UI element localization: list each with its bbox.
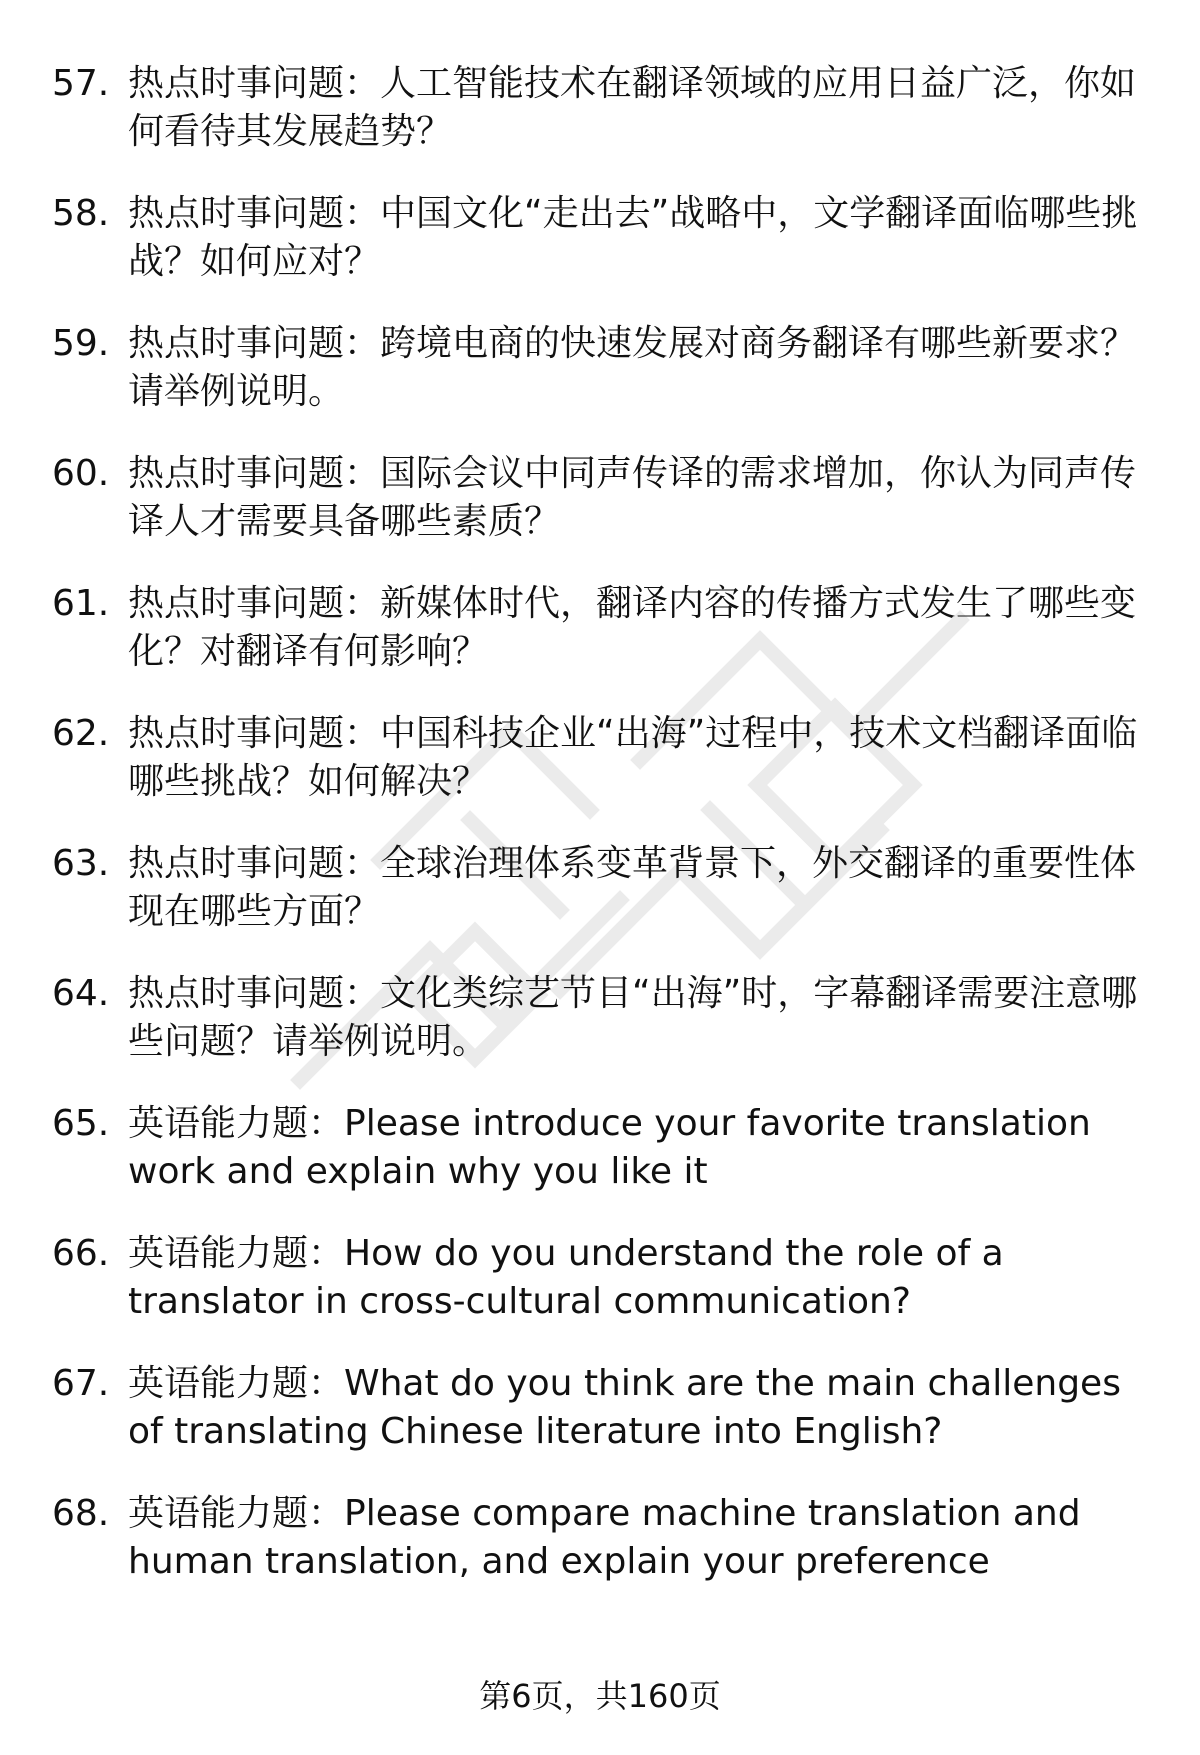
question-number: 62. [52,713,110,754]
page-footer [0,1676,1200,1716]
question-text: 英语能力题：Please introduce your favorite translation work and explain why you like it [128,1103,1091,1192]
question-text: 英语能力题：What do you think are the main challenges of translating Chinese literature into English? [128,1363,1121,1452]
question-item [52,1230,1152,1326]
question-item [52,190,1152,286]
page-number-label: 第6页，共160页 [479,1677,721,1715]
question-item [52,1100,1152,1196]
question-number: 61. [52,583,110,624]
question-number: 59. [52,323,110,364]
question-number: 67. [52,1363,110,1404]
question-text: 热点时事问题：国际会议中同声传译的需求增加，你认为同声传译人才需要具备哪些素质？ [128,453,1137,542]
question-number: 58. [52,193,110,234]
question-text: 热点时事问题：跨境电商的快速发展对商务翻译有哪些新要求？请举例说明。 [128,323,1137,412]
question-item [52,450,1152,546]
question-item [52,1360,1152,1456]
question-text: 热点时事问题：文化类综艺节目“出海”时，字幕翻译需要注意哪些问题？请举例说明。 [128,973,1138,1062]
question-number: 57. [52,63,110,104]
question-number: 68. [52,1493,110,1534]
question-item [52,1490,1152,1586]
question-number: 65. [52,1103,110,1144]
question-item [52,710,1152,806]
question-number: 60. [52,453,110,494]
question-text: 英语能力题：Please compare machine translation and human translation, and explain your preference [128,1493,1081,1582]
question-item [52,320,1152,416]
question-item [52,60,1152,156]
question-text: 热点时事问题：全球治理体系变革背景下，外交翻译的重要性体现在哪些方面？ [128,843,1137,932]
question-item [52,840,1152,936]
question-number: 66. [52,1233,110,1274]
question-text: 热点时事问题：新媒体时代，翻译内容的传播方式发生了哪些变化？对翻译有何影响？ [128,583,1137,672]
question-text: 英语能力题：How do you understand the role of a translator in cross-cultural communication? [128,1233,1004,1322]
question-item [52,580,1152,676]
question-list [52,60,1152,1620]
question-text: 热点时事问题：中国科技企业“出海”过程中，技术文档翻译面临哪些挑战？如何解决？ [128,713,1138,802]
question-item [52,970,1152,1066]
question-text: 热点时事问题：人工智能技术在翻译领域的应用日益广泛，你如何看待其发展趋势？ [128,63,1137,152]
question-text: 热点时事问题：中国文化“走出去”战略中，文学翻译面临哪些挑战？如何应对？ [128,193,1138,282]
question-number: 64. [52,973,110,1014]
question-number: 63. [52,843,110,884]
